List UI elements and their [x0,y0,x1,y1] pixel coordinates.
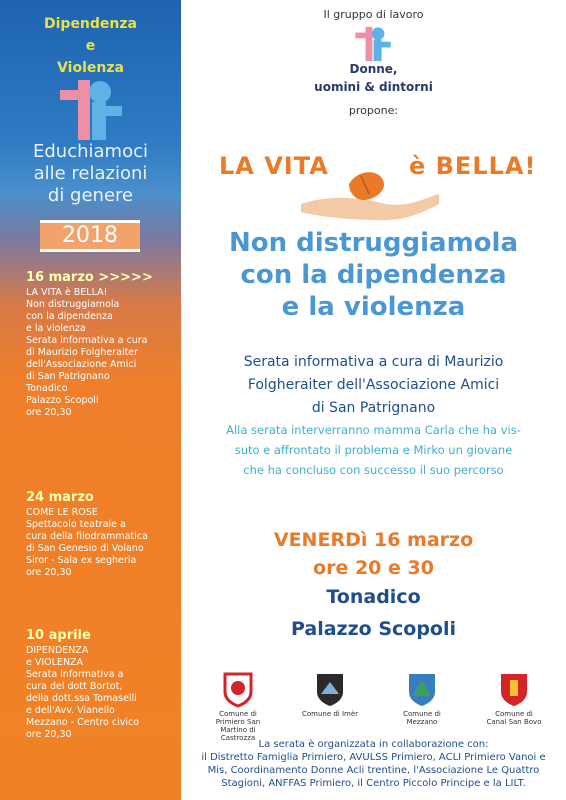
org-line-2: il Distretto Famiglia Primiero, AVULSS Primiero, ACLI Primiero Vanoi e [201,752,546,763]
event-line: cura della filodrammatica [26,531,148,542]
crest-label: Comune di Mezzano [403,710,441,726]
event-line: cura del dott Bortot, [26,681,123,692]
event-line: Serata informativa a cura [26,335,148,346]
crest-label: Comune di Imèr [301,710,359,718]
group-name-2: uomini & dintorni [314,80,433,94]
event-line: Non distruggiamola [26,299,120,310]
shield-icon [499,672,529,708]
event-day: VENERDì 16 marzo [273,529,474,551]
shield-icon [407,672,437,708]
event-line: Serata informativa a [26,669,124,680]
sidebar-title-1: Educhiamoci [33,141,148,162]
event-line: e VIOLENZA [26,657,84,668]
headline-2: con la dipendenza [240,260,507,290]
sidebar-head-1: Dipendenza [44,16,137,32]
e-bella-title: è BELLA! [409,152,537,180]
group-name-1: Donne, [349,62,398,76]
event-line: Siror - Sala ex segheria [26,555,137,566]
propone-label: propone: [348,104,399,117]
event-line: e la violenza [26,323,86,334]
event-line: con la dipendenza [26,311,113,322]
headline-1: Non distruggiamola [228,228,519,258]
event-line: ore 20,30 [26,567,72,578]
main-content [181,0,566,800]
event-line: Mezzano - Centro civico [26,717,140,728]
event-24-marzo [26,492,176,579]
event-line: di San Genesio di Volano [26,543,144,554]
event-line: Spettacolo teatrale a [26,519,126,530]
event-line: ore 20,30 [26,729,72,740]
event-date: 24 marzo [26,490,94,505]
event-line: di San Patrignano [26,371,110,382]
serata-line-3: di San Patrignano [311,400,436,416]
shield-icon [223,672,253,708]
event-time: ore 20 e 30 [313,557,434,579]
sidebar-head-3: Violenza [57,60,124,76]
event-line: LA VITA è BELLA! [26,287,108,298]
event-date: 16 marzo >>>>> [26,270,153,285]
shield-icon [315,672,345,708]
event-line: della dott.ssa Tomaselli [26,693,137,704]
crest-label: Comune di Canal San Bovo [486,710,542,726]
event-line: DIPENDENZA [26,645,89,656]
crest-label: Comune di Primiero San Martino di Castrozza [215,710,261,742]
event-venue: Palazzo Scopoli [290,618,457,640]
event-line: Tonadico [26,383,68,394]
event-line: COME LE ROSE [26,507,98,518]
org-line-1: La serata è organizzata in collaborazione con: [258,739,489,750]
hand-leaf-icon [291,164,441,226]
sidebar-panel [0,0,181,800]
org-line-3: Mis, Coordinamento Donne Acli trentine, l'Associazione Le Quattro [207,765,540,776]
sidebar-head-2: e [85,38,96,54]
crest-imer [301,672,359,718]
year-badge: 2018 [40,220,140,252]
event-10-aprile [26,630,176,741]
event-line: ore 20,30 [26,407,72,418]
alla-line-2: suto e affrontato il problema e Mirko un giovane [234,443,513,457]
headline-3: e la violenza [281,292,466,322]
event-line: e dell'Avv. Vianello [26,705,115,716]
event-town: Tonadico [326,586,421,608]
sidebar-title-3: di genere [47,185,134,206]
event-line: dell'Associazione Amici [26,359,137,370]
event-date: 10 aprile [26,628,91,643]
group-logo-icon [353,26,393,62]
sidebar-title-2: alle relazioni [33,163,148,184]
serata-line-1: Serata informativa a cura di Maurizio [243,354,504,370]
gruppo-label: Il gruppo di lavoro [323,8,424,21]
alla-line-3: che ha concluso con successo il suo percorso [243,463,504,477]
alla-line-1: Alla serata interverranno mamma Carla che ha vis- [226,423,521,437]
event-line: di Maurizio Folgheraiter [26,347,139,358]
gender-cross-logo-icon [56,80,126,140]
crest-mezzano [393,672,451,726]
crest-canal-san-bovo [485,672,543,726]
event-16-marzo [26,272,176,419]
org-line-4: Stagioni, ANFFAS Primiero, il Centro Piccolo Principe e la LILT. [221,778,526,789]
crest-primiero [209,672,267,742]
la-vita-title: LA VITA [219,152,329,180]
serata-line-2: Folgheraiter dell'Associazione Amici [247,377,500,393]
event-line: Palazzo Scopoli [26,395,99,406]
